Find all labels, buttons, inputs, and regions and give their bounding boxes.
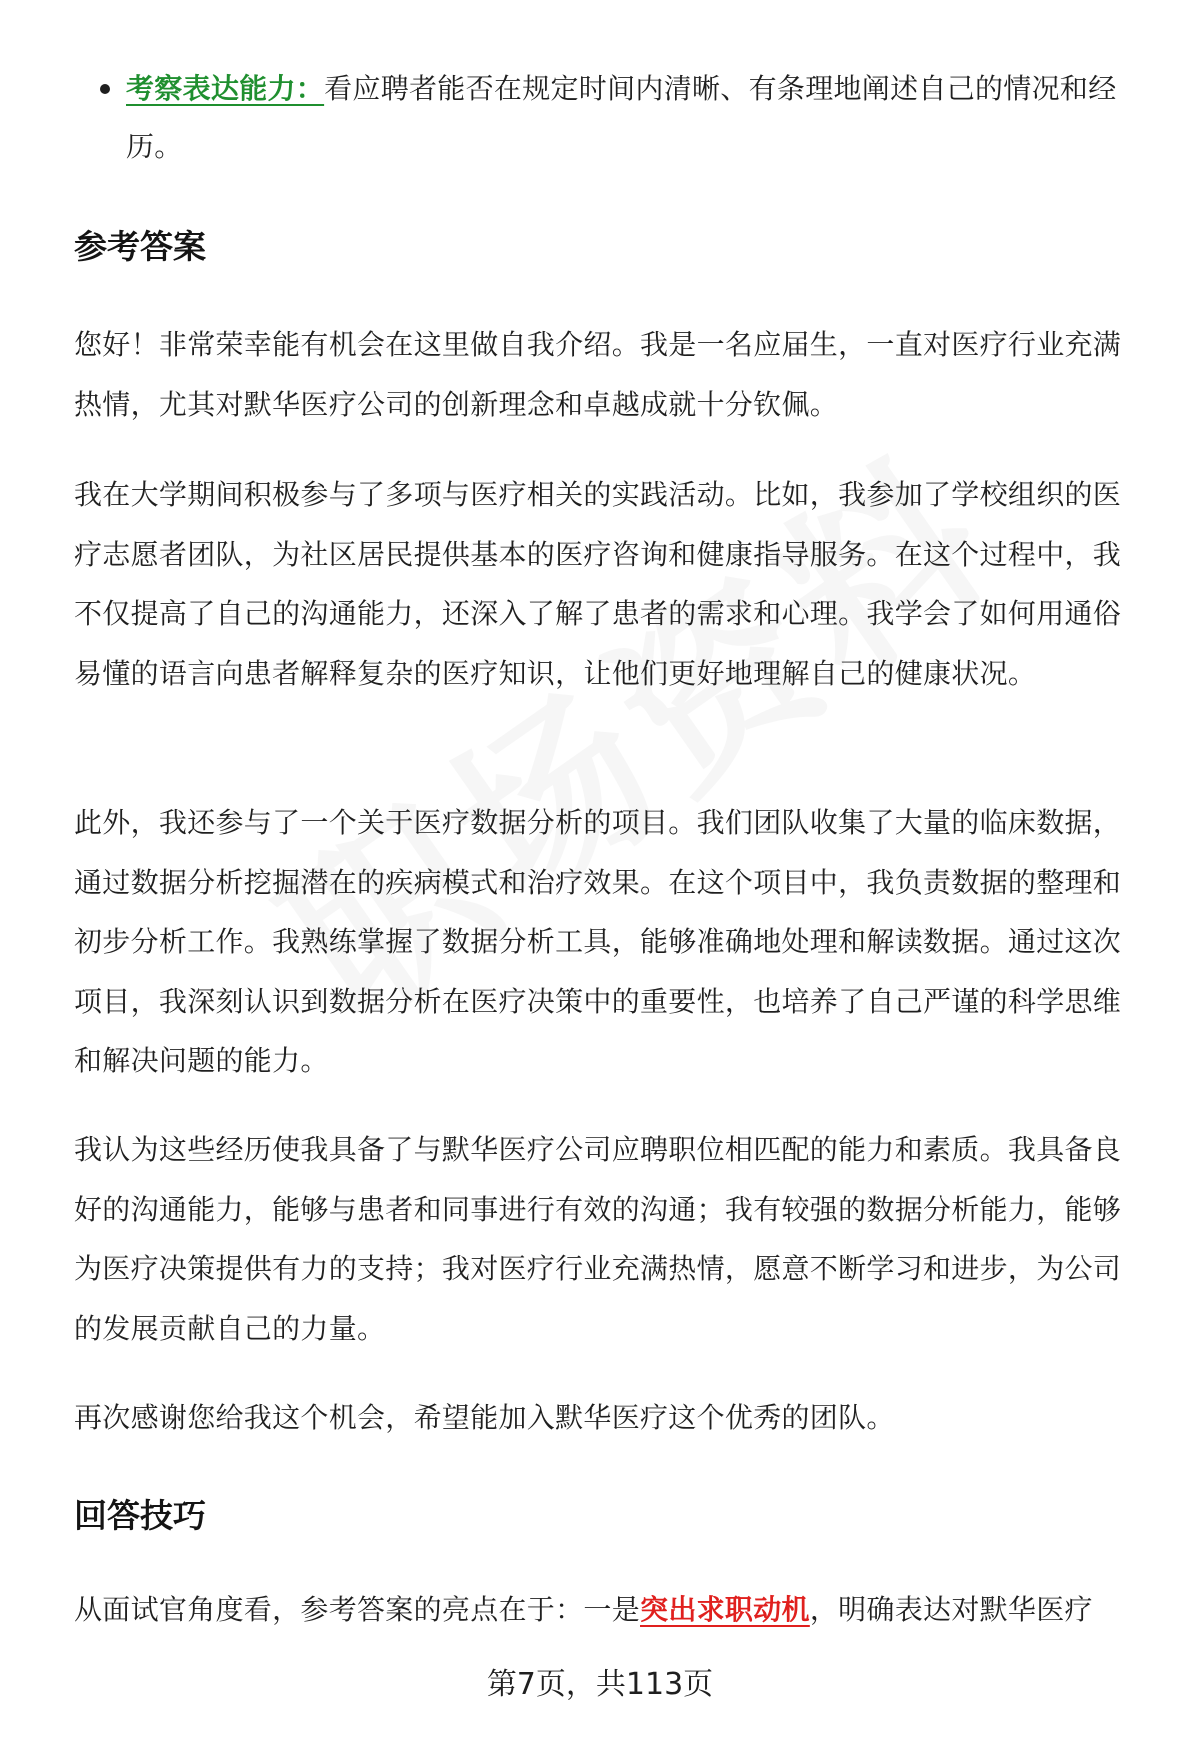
bullet-keyword: 考察表达能力： (126, 72, 325, 105)
section-title-reference: 参考答案 (74, 227, 206, 266)
bullet-text (126, 60, 1146, 176)
page-number: 第7页，共113页 (486, 1667, 714, 1702)
section-title-tips: 回答技巧 (74, 1496, 206, 1535)
answer-paragraph: 您好！非常荣幸能有机会在这里做自我介绍。我是一名应届生，一直对医疗行业充满热情，尤其对默华医疗公司的创新理念和卓越成就十分钦佩。 (74, 328, 1122, 421)
tips-paragraph (74, 1580, 1146, 1640)
bullet-description: 看应聘者能否在规定时间内清晰、有条理地阐述自己的情况和经历。 (126, 72, 1117, 163)
answer-paragraph: 我在大学期间积极参与了多项与医疗相关的实践活动。比如，我参加了学校组织的医疗志愿者团队，为社区居民提供基本的医疗咨询和健康指导服务。在这个过程中，我不仅提高了自己的沟通能力，还深入了解了患者的需求和心理。我学会了如何用通俗易懂的语言向患者解释复杂的医疗知识，让他们更好地理解自己的健康状况。 (74, 478, 1122, 690)
answer-paragraph: 此外，我还参与了一个关于医疗数据分析的项目。我们团队收集了大量的临床数据，通过数据分析挖掘潜在的疾病模式和治疗效果。在这个项目中，我负责数据的整理和初步分析工作。我熟练掌握了数据分析工具，能够准确地处理和解读数据。通过这次项目，我深刻认识到数据分析在医疗决策中的重要性，也培养了自己严谨的科学思维和解决问题的能力。 (74, 806, 1122, 1077)
bullet-dot-icon (100, 84, 110, 94)
tips-suffix: ，明确表达对默华医疗 (809, 1593, 1093, 1626)
answer-paragraph: 我认为这些经历使我具备了与默华医疗公司应聘职位相匹配的能力和素质。我具备良好的沟通能力，能够与患者和同事进行有效的沟通；我有较强的数据分析能力，能够为医疗决策提供有力的支持；我对医疗行业充满热情，愿意不断学习和进步，为公司的发展贡献自己的力量。 (74, 1133, 1122, 1345)
tips-prefix: 从面试官角度看，参考答案的亮点在于：一是 (74, 1593, 641, 1626)
answer-paragraph: 再次感谢您给我这个机会，希望能加入默华医疗这个优秀的团队。 (74, 1401, 895, 1434)
tips-highlight: 突出求职动机 (640, 1593, 810, 1626)
